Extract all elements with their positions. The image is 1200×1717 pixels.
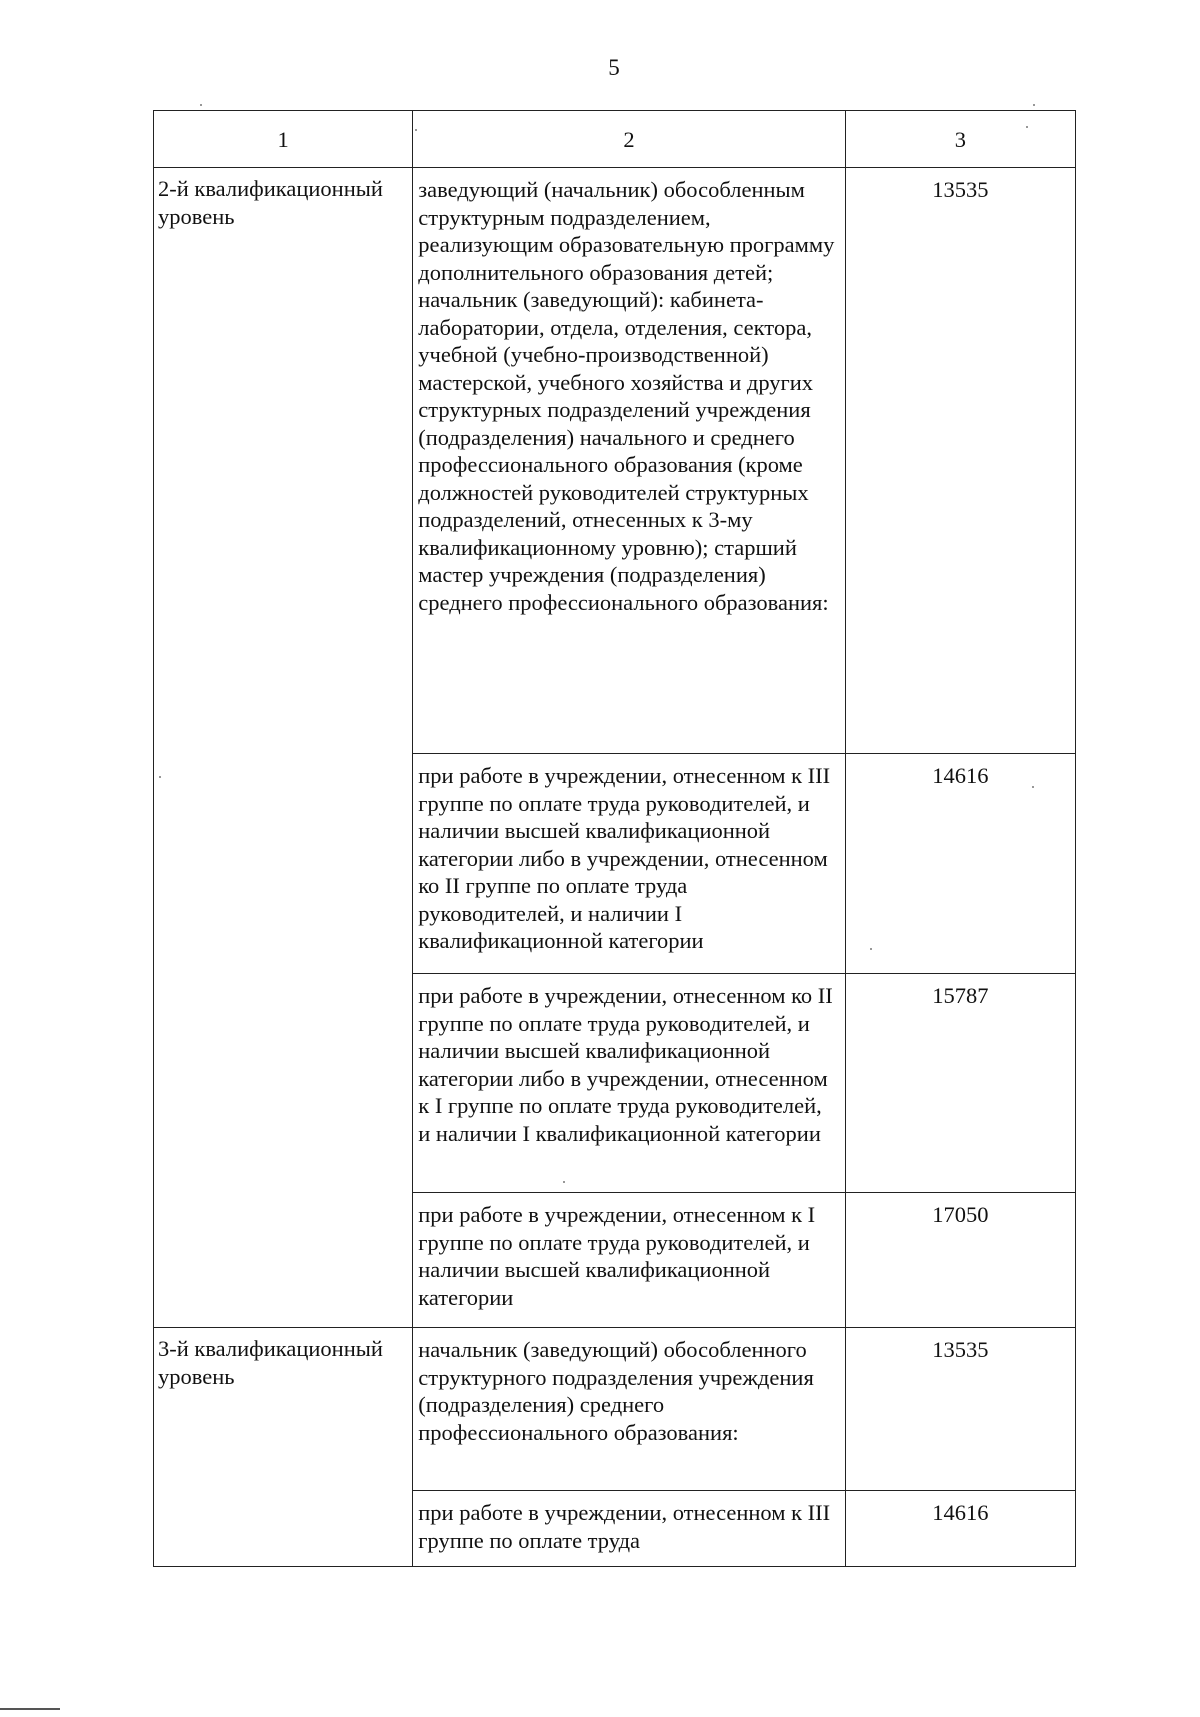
position-cell xyxy=(413,974,845,1193)
header-cell-1: 1 xyxy=(154,111,413,168)
position-cell xyxy=(413,1193,845,1328)
position-cell xyxy=(413,754,845,974)
qualification-level-cell xyxy=(154,168,413,1328)
page-number: 5 xyxy=(608,55,620,80)
position-text: при работе в учреждении, отнесенном ко II группе по оплате труда руководителей, и наличии высшей квалификационной категории либо в учреждении, отнесенном к I группе по оплате труда руководителей, и наличии I квалификационной категории xyxy=(418,983,833,1146)
salary-value: 14616 xyxy=(932,1500,989,1525)
scan-speck xyxy=(159,776,161,778)
position-text: заведующий (начальник) обособленным структурным подразделением, реализующим образовательную программу дополнительного образования детей; начальник (заведующий): кабинета-лаборатории, отдела, отделения, сектора, учебной (учебно-производственной) мастерской, учебного хозяйства и других структурных подразделений учреждения (подразделения) начального и среднего профессионального образования (кроме должностей руководителей структурных подразделений, отнесенных к 3-му квалификационному уровню); старший мастер учреждения (подразделения) среднего профессионального образования: xyxy=(418,177,835,615)
position-cell xyxy=(413,1328,845,1491)
salary-value: 13535 xyxy=(932,1337,989,1362)
qualification-level-cell xyxy=(154,1328,413,1567)
salary-cell xyxy=(845,754,1075,974)
salary-table xyxy=(153,110,1076,1567)
header-cell-3: 3 xyxy=(845,111,1075,168)
scan-speck xyxy=(870,948,872,950)
scan-speck xyxy=(200,104,202,106)
salary-value: 13535 xyxy=(932,177,989,202)
position-text: при работе в учреждении, отнесенном к III группе по оплате труда xyxy=(418,1500,831,1553)
salary-value: 15787 xyxy=(932,983,989,1008)
header-cell-2: 2 xyxy=(413,111,845,168)
position-cell xyxy=(413,168,845,754)
scan-speck xyxy=(1032,786,1034,788)
scan-edge-mark xyxy=(0,1708,60,1710)
scan-speck xyxy=(563,1181,565,1183)
salary-cell xyxy=(845,1491,1075,1567)
scan-speck xyxy=(415,129,417,131)
qualification-level-label: 3-й квалификационный уровень xyxy=(158,1336,383,1389)
salary-cell xyxy=(845,168,1075,754)
salary-value: 17050 xyxy=(932,1202,989,1227)
qualification-level-label: 2-й квалификационный уровень xyxy=(158,176,383,229)
scan-speck xyxy=(1033,104,1035,106)
table-row xyxy=(154,1328,1076,1491)
position-text: при работе в учреждении, отнесенном к I группе по оплате труда руководителей, и наличии высшей квалификационной категории xyxy=(418,1202,816,1310)
position-cell xyxy=(413,1491,845,1567)
table-row xyxy=(154,168,1076,754)
table-header-row xyxy=(154,111,1076,168)
salary-cell xyxy=(845,1193,1075,1328)
salary-cell xyxy=(845,1328,1075,1491)
salary-value: 14616 xyxy=(932,763,989,788)
salary-cell xyxy=(845,974,1075,1193)
position-text: начальник (заведующий) обособленного структурного подразделения учреждения (подразделения) среднего профессионального образования: xyxy=(418,1337,814,1445)
scan-speck xyxy=(1026,126,1028,128)
position-text: при работе в учреждении, отнесенном к III группе по оплате труда руководителей, и наличии высшей квалификационной категории либо в учреждении, отнесенном ко II группе по оплате труда руководителей, и наличии I квалификационной категории xyxy=(418,763,831,953)
